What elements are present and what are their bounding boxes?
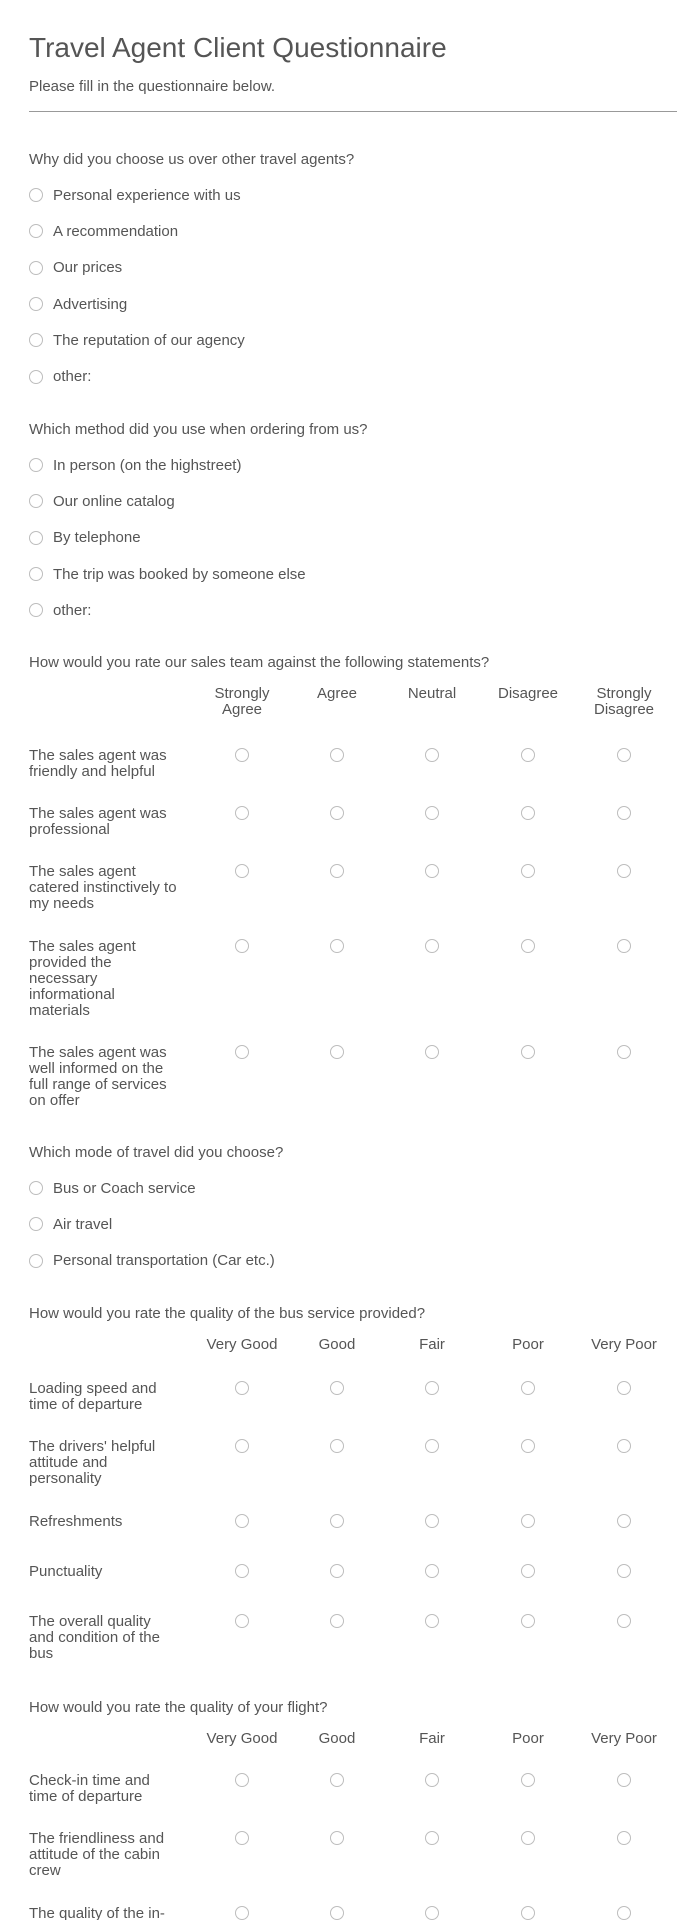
column-header: Very Poor xyxy=(591,1336,657,1353)
radio-poor[interactable] xyxy=(521,1564,535,1578)
column-header: Good xyxy=(318,1336,356,1353)
radio-poor[interactable] xyxy=(521,1381,535,1395)
radio-fair[interactable] xyxy=(425,1614,439,1628)
radio-good[interactable] xyxy=(330,1381,344,1395)
radio-very-good[interactable] xyxy=(235,1381,249,1395)
row-label: The sales agent was friendly and helpful xyxy=(29,747,167,780)
row-label: The sales agent catered instinctively to my needs xyxy=(29,863,177,912)
column-header: Strongly Disagree xyxy=(593,685,655,718)
option-item[interactable] xyxy=(29,520,677,556)
radio-button[interactable] xyxy=(29,603,43,617)
column-header: Disagree xyxy=(497,685,559,702)
radio-poor[interactable] xyxy=(521,1773,535,1787)
radio-good[interactable] xyxy=(330,1439,344,1453)
option-item[interactable] xyxy=(29,556,677,592)
column-header: Poor xyxy=(512,1730,544,1747)
column-header: Very Good xyxy=(206,1730,278,1747)
radio-disagree[interactable] xyxy=(521,806,535,820)
radio-very-good[interactable] xyxy=(235,1439,249,1453)
radio-button[interactable] xyxy=(29,1181,43,1195)
radio-fair[interactable] xyxy=(425,1564,439,1578)
form-header xyxy=(0,0,700,112)
radio-fair[interactable] xyxy=(425,1439,439,1453)
radio-very-poor[interactable] xyxy=(617,1439,631,1453)
radio-poor[interactable] xyxy=(521,1831,535,1845)
radio-neutral[interactable] xyxy=(425,1045,439,1059)
radio-strongly-agree[interactable] xyxy=(235,1045,249,1059)
radio-button[interactable] xyxy=(29,261,43,275)
option-label: Advertising xyxy=(53,295,128,313)
radio-poor[interactable] xyxy=(521,1514,535,1528)
row-label: The drivers' helpful attitude and personality xyxy=(29,1438,156,1487)
rating-matrix xyxy=(29,1337,677,1677)
option-item[interactable] xyxy=(29,322,677,358)
option-item[interactable] xyxy=(29,447,677,483)
radio-agree[interactable] xyxy=(330,806,344,820)
radio-button[interactable] xyxy=(29,333,43,347)
radio-strongly-agree[interactable] xyxy=(235,864,249,878)
options-list xyxy=(29,177,677,395)
option-label: The reputation of our agency xyxy=(53,331,245,349)
option-item[interactable] xyxy=(29,483,677,519)
radio-fair[interactable] xyxy=(425,1906,439,1920)
radio-very-poor[interactable] xyxy=(617,1514,631,1528)
radio-very-poor[interactable] xyxy=(617,1614,631,1628)
radio-agree[interactable] xyxy=(330,748,344,762)
option-item-other[interactable] xyxy=(29,592,677,628)
row-label: The sales agent was professional xyxy=(29,805,167,838)
column-header: Good xyxy=(318,1730,356,1747)
question-bus-service-rating xyxy=(29,1305,677,1677)
radio-very-good[interactable] xyxy=(235,1831,249,1845)
question-order-method xyxy=(29,421,677,628)
option-label: By telephone xyxy=(53,529,141,547)
radio-poor[interactable] xyxy=(521,1439,535,1453)
row-label: The friendliness and attitude of the cabin crew xyxy=(29,1830,165,1879)
option-item[interactable] xyxy=(29,1243,677,1279)
options-list xyxy=(29,447,677,628)
radio-strongly-agree[interactable] xyxy=(235,748,249,762)
radio-fair[interactable] xyxy=(425,1381,439,1395)
radio-button[interactable] xyxy=(29,494,43,508)
radio-good[interactable] xyxy=(330,1514,344,1528)
radio-very-poor[interactable] xyxy=(617,1831,631,1845)
option-label: Air travel xyxy=(53,1215,113,1233)
radio-fair[interactable] xyxy=(425,1773,439,1787)
radio-very-good[interactable] xyxy=(235,1514,249,1528)
option-label: Our prices xyxy=(53,259,123,277)
row-label: Refreshments xyxy=(29,1513,123,1530)
question-travel-mode xyxy=(29,1144,677,1279)
row-label: Punctuality xyxy=(29,1563,103,1580)
radio-disagree[interactable] xyxy=(521,864,535,878)
question-sales-team-rating xyxy=(29,654,677,1126)
radio-strongly-disagree[interactable] xyxy=(617,1045,631,1059)
column-header: Agree xyxy=(316,685,358,702)
radio-very-good[interactable] xyxy=(235,1564,249,1578)
radio-very-good[interactable] xyxy=(235,1906,249,1920)
radio-agree[interactable] xyxy=(330,939,344,953)
radio-very-good[interactable] xyxy=(235,1614,249,1628)
radio-button[interactable] xyxy=(29,531,43,545)
question-label: Which method did you use when ordering from us? xyxy=(29,421,368,438)
option-item-other[interactable] xyxy=(29,358,677,394)
question-flight-rating xyxy=(29,1699,677,1920)
radio-button[interactable] xyxy=(29,224,43,238)
radio-good[interactable] xyxy=(330,1564,344,1578)
radio-disagree[interactable] xyxy=(521,748,535,762)
question-label: How would you rate our sales team against the following statements? xyxy=(29,654,490,671)
row-label: The overall quality and condition of the bus xyxy=(29,1613,160,1662)
column-header: Poor xyxy=(512,1336,544,1353)
option-item[interactable] xyxy=(29,1206,677,1242)
radio-strongly-disagree[interactable] xyxy=(617,806,631,820)
option-label: other: xyxy=(53,368,92,386)
radio-very-poor[interactable] xyxy=(617,1381,631,1395)
option-item[interactable] xyxy=(29,286,677,322)
radio-neutral[interactable] xyxy=(425,748,439,762)
row-label: Loading speed and time of departure xyxy=(29,1380,157,1413)
question-label: How would you rate the quality of your flight? xyxy=(29,1699,328,1716)
radio-very-poor[interactable] xyxy=(617,1564,631,1578)
options-list xyxy=(29,1170,677,1279)
row-label: The sales agent provided the necessary informational materials xyxy=(29,938,136,1019)
radio-agree[interactable] xyxy=(330,1045,344,1059)
radio-very-poor[interactable] xyxy=(617,1906,631,1920)
radio-button[interactable] xyxy=(29,188,43,202)
radio-poor[interactable] xyxy=(521,1906,535,1920)
option-label: other: xyxy=(53,601,92,619)
question-label: Why did you choose us over other travel agents? xyxy=(29,151,355,168)
radio-disagree[interactable] xyxy=(521,939,535,953)
option-item[interactable] xyxy=(29,1170,677,1206)
radio-strongly-agree[interactable] xyxy=(235,806,249,820)
option-label: A recommendation xyxy=(53,222,179,240)
radio-fair[interactable] xyxy=(425,1514,439,1528)
option-label: Personal transportation (Car etc.) xyxy=(53,1252,275,1270)
radio-very-poor[interactable] xyxy=(617,1773,631,1787)
radio-strongly-disagree[interactable] xyxy=(617,864,631,878)
radio-fair[interactable] xyxy=(425,1831,439,1845)
radio-button[interactable] xyxy=(29,370,43,384)
radio-neutral[interactable] xyxy=(425,864,439,878)
radio-good[interactable] xyxy=(330,1773,344,1787)
radio-strongly-disagree[interactable] xyxy=(617,939,631,953)
column-header: Neutral xyxy=(407,685,457,702)
column-header: Very Good xyxy=(206,1336,278,1353)
radio-button[interactable] xyxy=(29,458,43,472)
option-label: The trip was booked by someone else xyxy=(53,565,306,583)
radio-agree[interactable] xyxy=(330,864,344,878)
option-label: In person (on the highstreet) xyxy=(53,456,242,474)
row-label: The quality of the in- xyxy=(29,1905,165,1920)
radio-neutral[interactable] xyxy=(425,939,439,953)
option-label: Bus or Coach service xyxy=(53,1179,196,1197)
row-label: The sales agent was well informed on the full range of services on offer xyxy=(29,1044,167,1109)
radio-good[interactable] xyxy=(330,1614,344,1628)
column-header: Strongly Agree xyxy=(214,685,270,718)
radio-button[interactable] xyxy=(29,567,43,581)
radio-strongly-disagree[interactable] xyxy=(617,748,631,762)
option-label: Personal experience with us xyxy=(53,186,241,204)
radio-button[interactable] xyxy=(29,297,43,311)
option-item[interactable] xyxy=(29,177,677,213)
option-item[interactable] xyxy=(29,250,677,286)
question-label: Which mode of travel did you choose? xyxy=(29,1144,284,1161)
radio-button[interactable] xyxy=(29,1254,43,1268)
header-divider xyxy=(29,111,677,112)
radio-strongly-agree[interactable] xyxy=(235,939,249,953)
form-subtitle: Please fill in the questionnaire below. xyxy=(29,78,275,95)
row-label: Check-in time and time of departure xyxy=(29,1772,150,1805)
option-item[interactable] xyxy=(29,213,677,249)
radio-poor[interactable] xyxy=(521,1614,535,1628)
form-title: Travel Agent Client Questionnaire xyxy=(29,32,447,63)
column-header: Very Poor xyxy=(591,1730,657,1747)
column-header: Fair xyxy=(419,1730,445,1747)
radio-disagree[interactable] xyxy=(521,1045,535,1059)
radio-good[interactable] xyxy=(330,1906,344,1920)
question-label: How would you rate the quality of the bus service provided? xyxy=(29,1305,426,1322)
rating-matrix xyxy=(29,686,677,1126)
rating-matrix xyxy=(29,1731,677,1920)
question-choose-us xyxy=(29,151,677,395)
radio-good[interactable] xyxy=(330,1831,344,1845)
radio-very-good[interactable] xyxy=(235,1773,249,1787)
option-label: Our online catalog xyxy=(53,492,175,510)
radio-button[interactable] xyxy=(29,1217,43,1231)
column-header: Fair xyxy=(419,1336,445,1353)
radio-neutral[interactable] xyxy=(425,806,439,820)
